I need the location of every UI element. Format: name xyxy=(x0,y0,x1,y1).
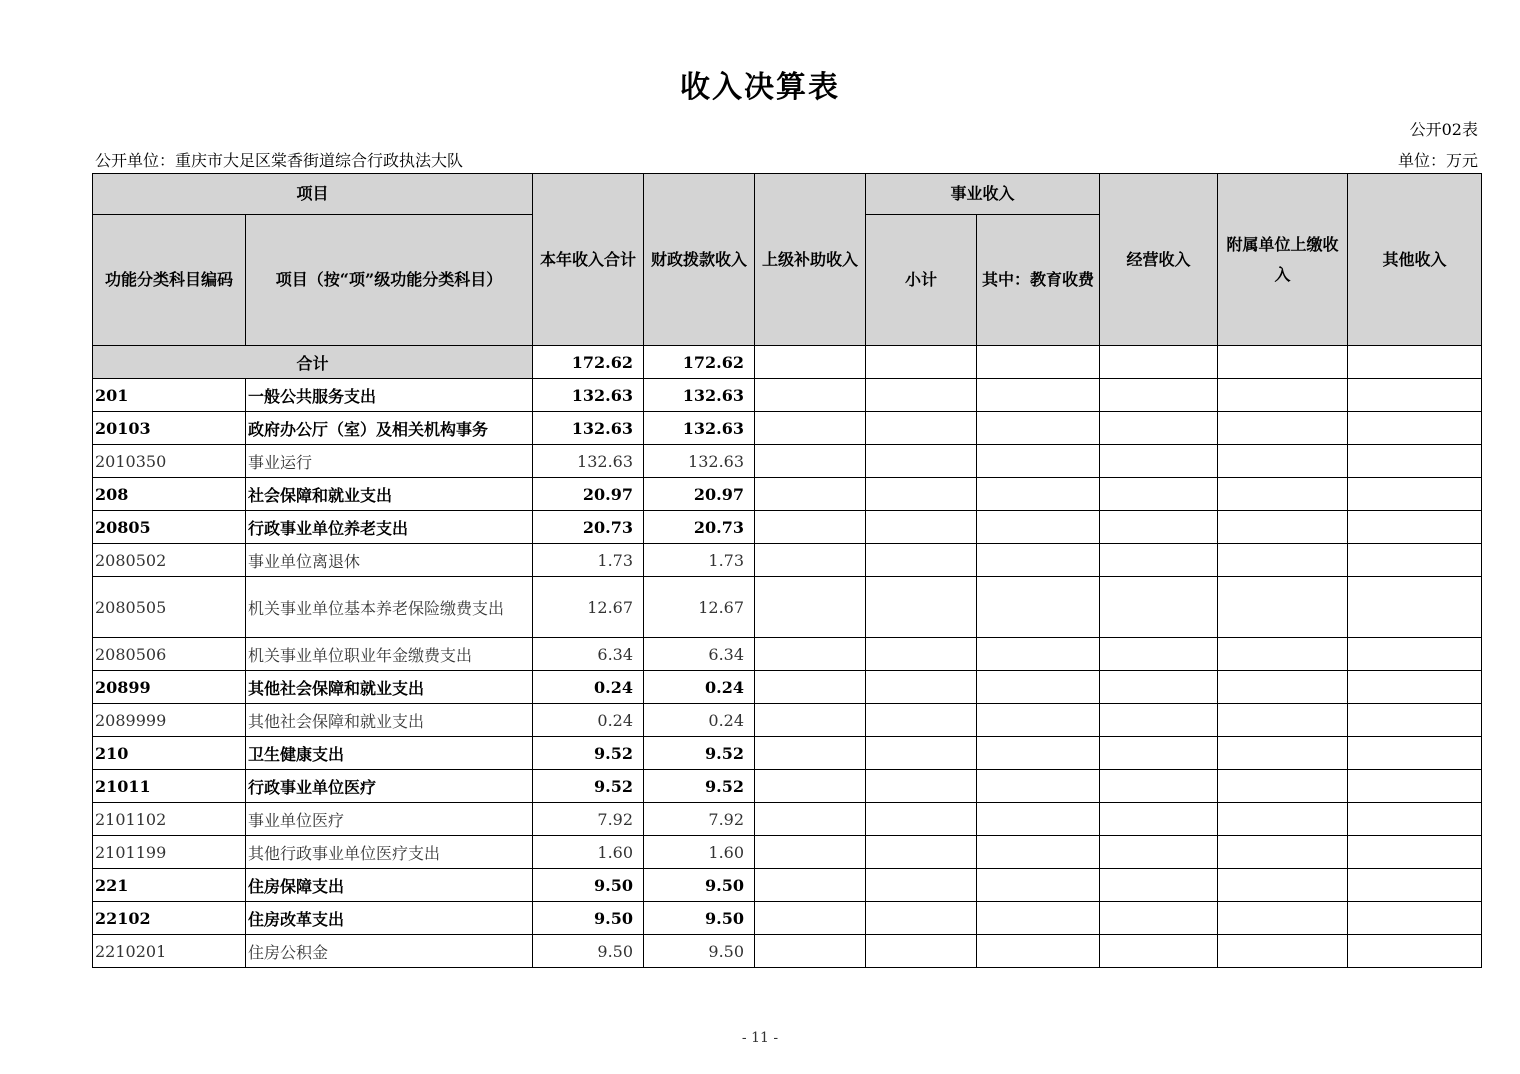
row-total: 7.92 xyxy=(533,803,644,836)
empty-cell xyxy=(755,935,866,968)
empty-cell xyxy=(1348,445,1482,478)
row-fiscal: 9.50 xyxy=(644,935,755,968)
table-row xyxy=(93,577,1482,638)
row-name: 住房保障支出 xyxy=(246,869,533,902)
empty-cell xyxy=(977,770,1100,803)
row-total: 12.67 xyxy=(533,577,644,638)
empty-cell xyxy=(1348,902,1482,935)
row-fiscal: 0.24 xyxy=(644,671,755,704)
empty-cell xyxy=(1218,511,1348,544)
empty-cell xyxy=(977,869,1100,902)
total-label: 合计 xyxy=(93,346,533,379)
empty-cell xyxy=(1218,803,1348,836)
row-code: 21011 xyxy=(93,770,246,803)
empty-cell xyxy=(1100,737,1218,770)
empty-cell xyxy=(1218,478,1348,511)
total-fiscal: 172.62 xyxy=(644,346,755,379)
empty-cell xyxy=(755,379,866,412)
empty-cell xyxy=(977,704,1100,737)
empty-cell xyxy=(866,379,977,412)
row-total: 132.63 xyxy=(533,412,644,445)
empty-cell xyxy=(1348,836,1482,869)
empty-cell xyxy=(977,803,1100,836)
empty-cell xyxy=(866,412,977,445)
row-total: 0.24 xyxy=(533,704,644,737)
empty-cell xyxy=(866,869,977,902)
empty-cell xyxy=(1348,544,1482,577)
table-row xyxy=(93,770,1482,803)
empty-cell xyxy=(1218,412,1348,445)
empty-cell xyxy=(866,511,977,544)
row-fiscal: 9.52 xyxy=(644,737,755,770)
empty-cell xyxy=(755,671,866,704)
row-code: 221 xyxy=(93,869,246,902)
row-name: 事业单位离退休 xyxy=(246,544,533,577)
empty-cell xyxy=(866,671,977,704)
row-code: 20899 xyxy=(93,671,246,704)
empty-cell xyxy=(1100,935,1218,968)
empty-cell xyxy=(755,803,866,836)
empty-cell xyxy=(1348,869,1482,902)
empty-cell xyxy=(1348,511,1482,544)
empty-cell xyxy=(755,445,866,478)
empty-cell xyxy=(1100,902,1218,935)
empty-cell xyxy=(755,704,866,737)
empty-cell xyxy=(1348,803,1482,836)
header-education: 其中：教育收费 xyxy=(977,215,1100,346)
row-fiscal: 12.67 xyxy=(644,577,755,638)
header-total: 本年收入合计 xyxy=(533,174,644,346)
row-name: 其他社会保障和就业支出 xyxy=(246,671,533,704)
empty-cell xyxy=(1100,412,1218,445)
row-name: 政府办公厅（室）及相关机构事务 xyxy=(246,412,533,445)
row-total: 9.52 xyxy=(533,770,644,803)
empty-cell xyxy=(755,511,866,544)
row-total: 9.50 xyxy=(533,902,644,935)
table-row xyxy=(93,737,1482,770)
empty-cell xyxy=(1100,478,1218,511)
row-fiscal: 1.60 xyxy=(644,836,755,869)
row-name: 住房改革支出 xyxy=(246,902,533,935)
row-name: 社会保障和就业支出 xyxy=(246,478,533,511)
row-code: 2080505 xyxy=(93,577,246,638)
row-name: 其他行政事业单位医疗支出 xyxy=(246,836,533,869)
empty-cell xyxy=(755,902,866,935)
row-total: 132.63 xyxy=(533,379,644,412)
table-row xyxy=(93,935,1482,968)
empty-cell xyxy=(1348,638,1482,671)
row-code: 2089999 xyxy=(93,704,246,737)
header-project: 项目 xyxy=(93,174,533,215)
row-name: 事业单位医疗 xyxy=(246,803,533,836)
empty-cell xyxy=(1348,412,1482,445)
table-row xyxy=(93,412,1482,445)
table-row xyxy=(93,379,1482,412)
row-name: 卫生健康支出 xyxy=(246,737,533,770)
currency-unit: 单位：万元 xyxy=(1397,151,1478,170)
empty-cell xyxy=(1218,770,1348,803)
row-total: 0.24 xyxy=(533,671,644,704)
row-code: 201 xyxy=(93,379,246,412)
empty-cell xyxy=(1348,379,1482,412)
row-total: 1.60 xyxy=(533,836,644,869)
empty-cell xyxy=(755,737,866,770)
table-row xyxy=(93,902,1482,935)
empty-cell xyxy=(755,869,866,902)
row-total: 9.52 xyxy=(533,737,644,770)
row-name: 事业运行 xyxy=(246,445,533,478)
empty-cell xyxy=(755,836,866,869)
empty-cell xyxy=(1100,836,1218,869)
page-number: - 11 - xyxy=(741,1030,779,1046)
row-code: 210 xyxy=(93,737,246,770)
empty-cell xyxy=(1348,935,1482,968)
empty-cell xyxy=(755,638,866,671)
table-row xyxy=(93,869,1482,902)
empty-cell xyxy=(1100,704,1218,737)
empty-cell xyxy=(1218,737,1348,770)
page-title: 收入决算表 xyxy=(680,70,840,105)
empty-cell xyxy=(1218,869,1348,902)
row-fiscal: 9.50 xyxy=(644,869,755,902)
empty-cell xyxy=(977,737,1100,770)
row-total: 9.50 xyxy=(533,935,644,968)
empty-cell xyxy=(866,445,977,478)
table-row xyxy=(93,638,1482,671)
empty-cell xyxy=(1348,704,1482,737)
empty-cell xyxy=(866,836,977,869)
row-code: 2080506 xyxy=(93,638,246,671)
empty-cell xyxy=(755,770,866,803)
empty-cell xyxy=(977,379,1100,412)
row-code: 20103 xyxy=(93,412,246,445)
empty-cell xyxy=(1100,869,1218,902)
header-other: 其他收入 xyxy=(1348,174,1482,346)
table-row xyxy=(93,704,1482,737)
row-fiscal: 20.73 xyxy=(644,511,755,544)
empty-cell xyxy=(1100,379,1218,412)
table-row xyxy=(93,671,1482,704)
empty-cell xyxy=(1100,511,1218,544)
row-name: 其他社会保障和就业支出 xyxy=(246,704,533,737)
empty-cell xyxy=(977,671,1100,704)
empty-cell xyxy=(866,577,977,638)
row-total: 1.73 xyxy=(533,544,644,577)
table-row xyxy=(93,511,1482,544)
row-fiscal: 132.63 xyxy=(644,412,755,445)
row-code: 208 xyxy=(93,478,246,511)
header-operating: 经营收入 xyxy=(1100,174,1218,346)
total-row xyxy=(93,346,1482,379)
empty-cell xyxy=(1218,902,1348,935)
row-fiscal: 0.24 xyxy=(644,704,755,737)
empty-cell xyxy=(1218,638,1348,671)
empty-cell xyxy=(1218,935,1348,968)
empty-cell xyxy=(1348,671,1482,704)
row-total: 20.97 xyxy=(533,478,644,511)
row-name: 行政事业单位养老支出 xyxy=(246,511,533,544)
table-row xyxy=(93,803,1482,836)
empty-cell xyxy=(1100,638,1218,671)
empty-cell xyxy=(1100,544,1218,577)
empty-cell xyxy=(1218,445,1348,478)
empty-cell xyxy=(755,544,866,577)
empty-cell xyxy=(977,836,1100,869)
row-fiscal: 9.50 xyxy=(644,902,755,935)
empty-cell xyxy=(1218,836,1348,869)
empty-cell xyxy=(977,511,1100,544)
header-superior: 上级补助收入 xyxy=(755,174,866,346)
row-name: 机关事业单位基本养老保险缴费支出 xyxy=(246,577,533,638)
row-fiscal: 1.73 xyxy=(644,544,755,577)
empty-cell xyxy=(866,935,977,968)
empty-cell xyxy=(1218,671,1348,704)
row-total: 6.34 xyxy=(533,638,644,671)
header-fiscal: 财政拨款收入 xyxy=(644,174,755,346)
empty-cell xyxy=(866,704,977,737)
empty-cell xyxy=(1218,544,1348,577)
empty-cell xyxy=(755,577,866,638)
table-row xyxy=(93,478,1482,511)
row-code: 22102 xyxy=(93,902,246,935)
table-row xyxy=(93,836,1482,869)
header-affiliated: 附属单位上缴收入 xyxy=(1218,174,1348,346)
row-total: 20.73 xyxy=(533,511,644,544)
empty-cell xyxy=(977,935,1100,968)
table-row xyxy=(93,544,1482,577)
row-code: 20805 xyxy=(93,511,246,544)
empty-cell xyxy=(1348,770,1482,803)
empty-cell xyxy=(977,544,1100,577)
row-name: 一般公共服务支出 xyxy=(246,379,533,412)
row-code: 2210201 xyxy=(93,935,246,968)
header-business-income: 事业收入 xyxy=(866,174,1100,215)
empty-cell xyxy=(1218,704,1348,737)
row-code: 2080502 xyxy=(93,544,246,577)
row-fiscal: 9.52 xyxy=(644,770,755,803)
empty-cell xyxy=(1348,577,1482,638)
row-fiscal: 132.63 xyxy=(644,445,755,478)
empty-cell xyxy=(977,638,1100,671)
row-name: 机关事业单位职业年金缴费支出 xyxy=(246,638,533,671)
empty-cell xyxy=(977,445,1100,478)
empty-cell xyxy=(1348,737,1482,770)
row-fiscal: 20.97 xyxy=(644,478,755,511)
row-fiscal: 6.34 xyxy=(644,638,755,671)
empty-cell xyxy=(1100,445,1218,478)
header-subtotal: 小计 xyxy=(866,215,977,346)
empty-cell xyxy=(1100,803,1218,836)
empty-cell xyxy=(866,902,977,935)
empty-cell xyxy=(866,770,977,803)
table-tag: 公开02表 xyxy=(1409,120,1478,139)
income-table xyxy=(92,173,1482,968)
empty-cell xyxy=(755,412,866,445)
row-code: 2101102 xyxy=(93,803,246,836)
empty-cell xyxy=(1348,478,1482,511)
header-code: 功能分类科目编码 xyxy=(93,215,246,346)
row-fiscal: 7.92 xyxy=(644,803,755,836)
empty-cell xyxy=(1218,379,1348,412)
empty-cell xyxy=(866,544,977,577)
empty-cell xyxy=(866,737,977,770)
row-code: 2101199 xyxy=(93,836,246,869)
empty-cell xyxy=(1100,671,1218,704)
row-total: 132.63 xyxy=(533,445,644,478)
empty-cell xyxy=(1100,577,1218,638)
header-item: 项目（按“项”级功能分类科目） xyxy=(246,215,533,346)
row-name: 住房公积金 xyxy=(246,935,533,968)
empty-cell xyxy=(977,902,1100,935)
row-fiscal: 132.63 xyxy=(644,379,755,412)
empty-cell xyxy=(866,638,977,671)
empty-cell xyxy=(866,803,977,836)
empty-cell xyxy=(1218,577,1348,638)
empty-cell xyxy=(977,478,1100,511)
empty-cell xyxy=(866,478,977,511)
empty-cell xyxy=(977,412,1100,445)
row-total: 9.50 xyxy=(533,869,644,902)
reporting-unit: 公开单位：重庆市大足区棠香街道综合行政执法大队 xyxy=(95,151,464,170)
row-code: 2010350 xyxy=(93,445,246,478)
row-name: 行政事业单位医疗 xyxy=(246,770,533,803)
total-sum: 172.62 xyxy=(533,346,644,379)
empty-cell xyxy=(755,478,866,511)
empty-cell xyxy=(1100,770,1218,803)
empty-cell xyxy=(977,577,1100,638)
table-row xyxy=(93,445,1482,478)
